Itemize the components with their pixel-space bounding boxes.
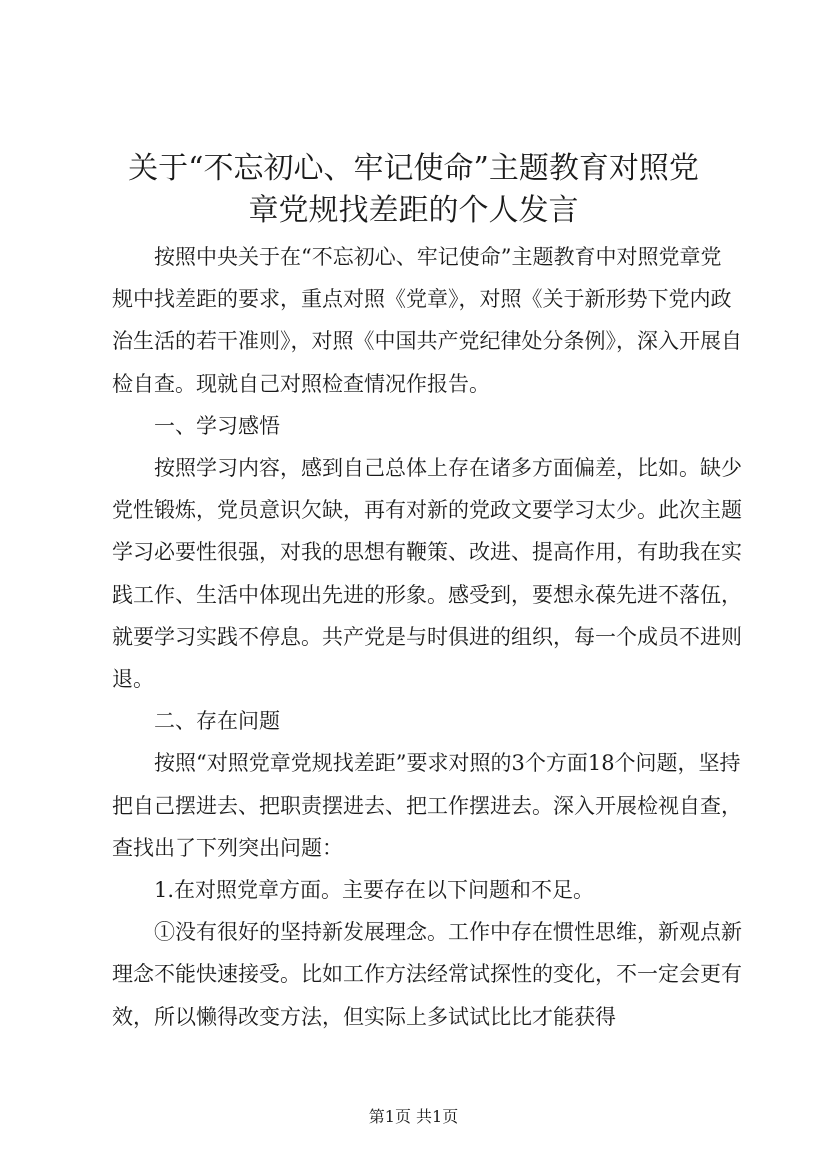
paragraph-item-1: ①没有很好的坚持新发展理念。工作中存在惯性思维，新观点新理念不能快速接受。比如工作方法经常试探性的变化，不一定会更有效，所以懒得改变方法，但实际上多试试比比才能获得	[112, 920, 742, 1029]
document-body	[112, 236, 742, 1038]
paragraph-intro: 按照中央关于在“不忘初心、牢记使命”主题教育中对照党章党规中找差距的要求，重点对照《党章》，对照《关于新形势下党内政治生活的若干准则》，对照《中国共产党纪律处分条例》，深入开展自检自查。现就自己对照检查情况作报告。	[112, 245, 742, 396]
page-footer: 第1页 共1页	[368, 1107, 459, 1126]
subsection-heading-1: 1.在对照党章方面。主要存在以下问题和不足。	[154, 878, 595, 903]
title-line-2: 章党规找差距的个人发言	[248, 193, 579, 228]
section-heading-2: 二、存在问题	[154, 709, 280, 734]
paragraph-study: 按照学习内容，感到自己总体上存在诸多方面偏差，比如。缺少党性锻炼，党员意识欠缺，再有对新的党政文要学习太少。此次主题学习必要性很强，对我的思想有鞭策、改进、提高作用，有助我在实践工作、生活中体现出先进的形象。感受到，要想永葆先进不落伍，就要学习实践不停息。共产党是与时俱进的组织，每一个成员不进则退。	[112, 456, 742, 692]
title-line-1: 关于“不忘初心、牢记使命”主题教育对照党	[128, 151, 699, 186]
section-heading-1: 一、学习感悟	[154, 413, 280, 438]
document-title	[100, 148, 727, 232]
paragraph-problems: 按照“对照党章党规找差距”要求对照的3个方面18个问题，坚持把自己摆进去、把职责摆进去、把工作摆进去。深入开展检视自查，查找出了下列突出问题：	[112, 751, 742, 860]
